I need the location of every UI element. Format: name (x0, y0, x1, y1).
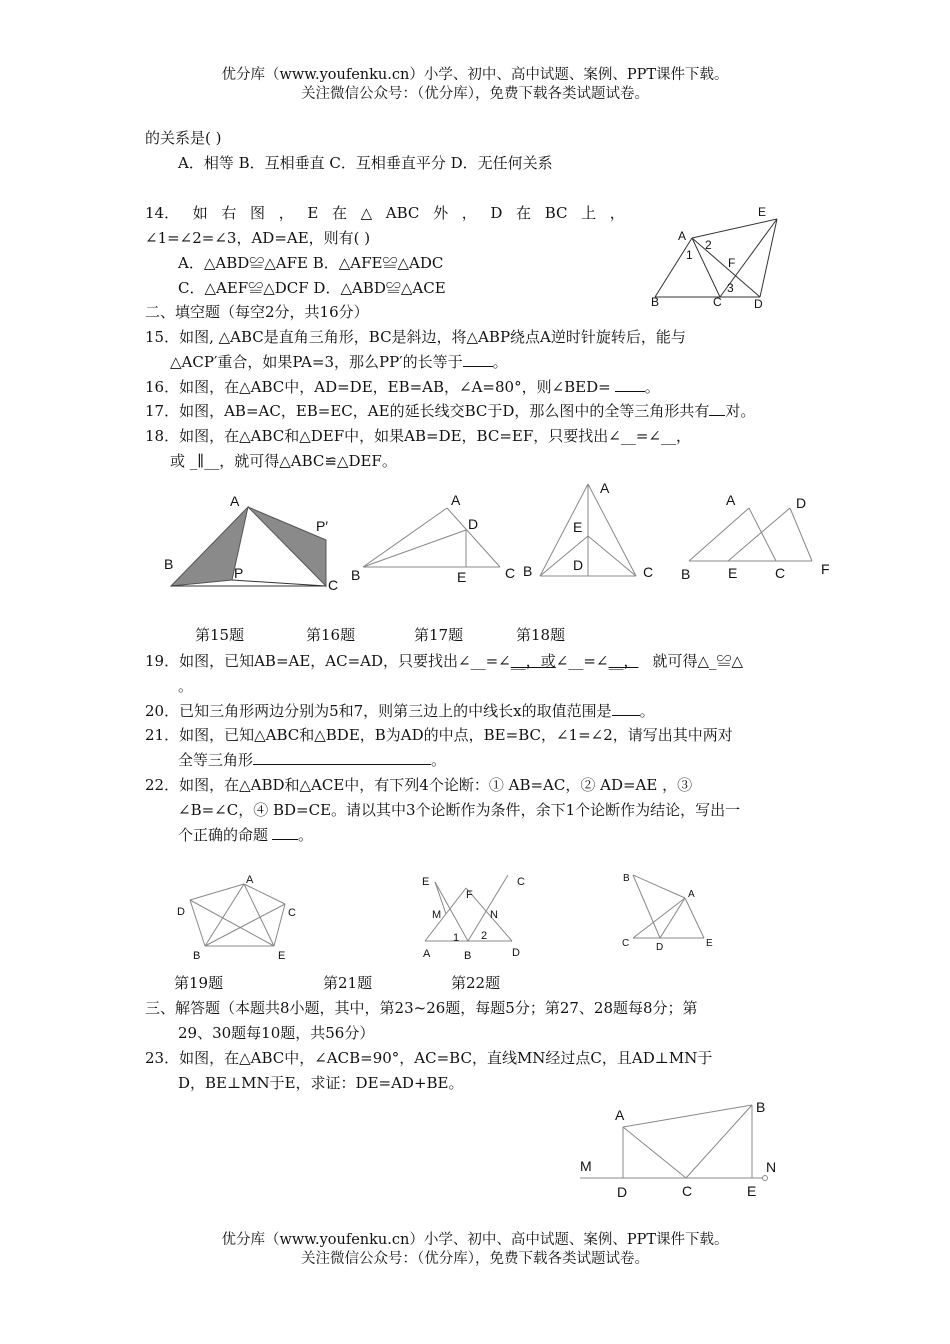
q19-line-2: 。 (178, 677, 194, 695)
fig19-label-a: A (246, 874, 254, 886)
fig16-label-e: E (457, 569, 467, 585)
q17-end: 对。 (725, 402, 756, 420)
q15-line-2 (170, 352, 508, 372)
fig22-label-a: A (688, 889, 695, 900)
q16-end: 。 (644, 378, 660, 396)
q15-line-1: 15．如图, △ABC是直角三角形，BC是斜边，将△ABP绕点A逆时针旋转后，能与 (145, 328, 686, 346)
q14-part: 右 (221, 204, 237, 222)
q21-end: 。 (431, 751, 447, 769)
fig22-label-c: C (622, 938, 630, 949)
fig16-label-d: D (468, 516, 479, 532)
fig15-label-c: C (328, 577, 339, 593)
figure-q15 (160, 490, 350, 595)
q22-line-1: 22．如图，在△ABD和△ACE中，有下列4个论断：① AB=AC，② AD=AE ，③ (145, 776, 693, 794)
q14-label-f: F (728, 256, 736, 270)
caption-q19: 第19题 (174, 974, 224, 992)
fig16-label-a: A (451, 492, 461, 508)
fig23-label-d: D (617, 1184, 628, 1200)
caption-q17: 第17题 (414, 626, 464, 644)
q22-line-2: ∠B=∠C，④ BD=CE。请以其中3个论断作为条件，余下1个论断作为结论，写出一 (178, 801, 741, 819)
fig21-label-b: B (464, 950, 472, 962)
q14-line-2: ∠1=∠2=∠3，AD=AE，则有( ) (145, 229, 371, 247)
q20-answer-blank[interactable] (612, 701, 640, 716)
q17-text: 17．如图，AB=AC，EB=EC，AE的延长线交BC于D，那么图中的全等三角形共有 (145, 402, 710, 420)
q14-part: 在 (331, 204, 347, 222)
fig21-label-f: F (466, 889, 473, 901)
q17-line (145, 401, 755, 421)
fig21-label-d: D (512, 947, 520, 959)
q14-label-d: D (754, 297, 763, 311)
q14-part: 如 (192, 204, 208, 222)
q20-text: 20．已知三角形两边分别为5和7，则第三边上的中线长x的取值范围是 (145, 702, 612, 720)
q22-line-3 (178, 825, 313, 845)
figure-q19 (170, 870, 310, 965)
q20-end: 。 (639, 702, 655, 720)
caption-q15: 第15题 (195, 626, 245, 644)
fig18-label-b: B (681, 566, 691, 582)
fig21-label-c: C (517, 876, 525, 888)
q21-line-2 (178, 750, 446, 770)
q14-part: ， (461, 204, 477, 222)
fig21-label-a: A (423, 948, 431, 960)
fig21-label-e: E (422, 876, 430, 888)
q14-option-ab: A．△ABD≌△AFE B．△AFE≌△ADC (178, 254, 444, 272)
header-line-2: 关注微信公众号：（优分库），免费下载各类试题试卷。 (301, 86, 649, 102)
q21-line-1: 21．如图，已知△ABC和△BDE，B为AD的中点，BE=BC，∠1=∠2，请写出其中两对 (145, 726, 733, 744)
q15-answer-blank[interactable] (463, 352, 493, 367)
fig15-label-p: P (234, 565, 244, 581)
fig17-label-b: B (523, 563, 533, 579)
q20-line (145, 701, 655, 721)
footer-line-1: 优分库（www.youfenku.cn）小学、初中、高中试题、案例、PPT课件下载。 (221, 1232, 729, 1248)
q14-line-1 (145, 203, 625, 223)
q18-line-2: 或 _∥__，就可得△ABC≌△DEF。 (170, 452, 397, 470)
fig23-label-n: N (766, 1159, 777, 1175)
section-3-line-1: 三、解答题（本题共8小题，其中，第23~26题，每题5分；第27、28题每8分；第 (145, 999, 698, 1017)
fig16-label-b: B (351, 567, 361, 583)
fig21-label-2: 2 (481, 930, 488, 942)
q14-part: ， (278, 204, 294, 222)
q14-part: D (490, 204, 503, 222)
fig19-label-e: E (278, 950, 286, 962)
caption-q22: 第22题 (451, 974, 501, 992)
figure-q23 (575, 1095, 785, 1205)
q23-line-1: 23．如图，在△ABC中，∠ACB=90°，AC=BC，直线MN经过点C，且AD⊥MN于 (145, 1049, 713, 1067)
q14-option-cd: C．△AEF≌△DCF D．△ABD≌△ACE (178, 279, 446, 297)
q21-text: 全等三角形 (178, 751, 254, 769)
fig18-label-f: F (821, 561, 830, 577)
q15-end: 。 (492, 353, 508, 371)
q14-label-e: E (758, 205, 767, 219)
q16-text: 16．如图，在△ABC中，AD=DE，EB=AB，∠A=80°，则∠BED= (145, 378, 611, 396)
caption-q21: 第21题 (323, 974, 373, 992)
fig15-label-a: A (230, 493, 240, 509)
figure-q21 (415, 868, 535, 966)
fig17-label-d: D (573, 557, 584, 573)
q14-part: 上 (581, 204, 597, 222)
section-3-line-2: 29、30题每10题，共56分） (178, 1024, 375, 1042)
header-line-1: 优分库（www.youfenku.cn）小学、初中、高中试题、案例、PPT课件下载。 (221, 67, 729, 83)
fig22-label-b: B (623, 873, 630, 884)
fig21-label-1: 1 (453, 932, 460, 944)
q22-text: 个正确的命题 (178, 826, 269, 844)
fig23-label-e: E (747, 1183, 757, 1199)
caption-q16: 第16题 (306, 626, 356, 644)
q23-line-2: D，BE⊥MN于E，求证：DE=AD+BE。 (178, 1074, 464, 1092)
fig19-label-b: B (193, 950, 201, 962)
q22-end: 。 (298, 826, 314, 844)
figure-q22 (615, 865, 720, 955)
q14-part: 外 (433, 204, 449, 222)
fig23-label-m: M (580, 1158, 592, 1174)
figure-q17 (520, 478, 660, 588)
fig18-label-d: D (796, 495, 807, 511)
section-2-title: 二、填空题（每空2分，共16分） (145, 303, 369, 321)
q14-label-a: A (678, 229, 687, 243)
fig23-label-c: C (682, 1183, 693, 1199)
q14-label-3: 3 (727, 281, 734, 295)
q14-part: △ (360, 204, 373, 222)
q15-text: △ACP′重合，如果PA=3，那么PP′的长等于 (170, 353, 463, 371)
q14-figure (640, 200, 790, 315)
q14-label-2: 2 (705, 238, 712, 252)
fig23-label-b: B (756, 1099, 766, 1115)
fig19-label-c: C (288, 907, 296, 919)
fig18-label-a: A (726, 492, 736, 508)
q16-answer-blank[interactable] (615, 377, 645, 392)
fig18-label-e: E (728, 565, 738, 581)
fig22-label-e: E (706, 938, 713, 949)
footer-line-2: 关注微信公众号：（优分库），免费下载各类试题试卷。 (301, 1251, 649, 1267)
q21-answer-blank[interactable] (253, 750, 431, 765)
q14-part: BC (544, 204, 568, 222)
q19-text-c: ∠__=∠ (555, 652, 609, 670)
q16-line (145, 377, 660, 397)
q13-tail: 的关系是( ) (145, 129, 222, 147)
q19-text-a: 19．如图，已知AB=AE，AC=AD，只要找出∠__=∠ (145, 652, 511, 670)
fig23-label-a: A (615, 1107, 625, 1123)
q17-answer-blank[interactable] (709, 401, 725, 416)
fig16-label-c: C (505, 565, 516, 581)
fig17-label-c: C (643, 564, 654, 580)
fig21-label-n: N (490, 909, 498, 921)
q14-label-c: C (713, 295, 722, 309)
fig21-label-m: M (432, 909, 442, 921)
figure-q18 (675, 488, 840, 588)
fig22-label-d: D (656, 942, 664, 953)
fig18-label-c: C (775, 565, 786, 581)
q19-text-d: __， (608, 652, 639, 670)
q14-part: E (307, 204, 319, 222)
q14-part: 在 (516, 204, 532, 222)
q18-line-1: 18．如图，在△ABC和△DEF中，如果AB=DE，BC=EF，只要找出∠__=∠__， (145, 427, 691, 445)
q19-text-b: __，或 (510, 652, 556, 670)
fig17-label-e: E (573, 519, 583, 535)
q14-part: 14． (145, 204, 180, 222)
q19-text-e: 就可得△_≌△ (652, 652, 744, 670)
q19-line-1 (145, 651, 743, 671)
q14-part: ， (609, 204, 625, 222)
caption-q18: 第18题 (516, 626, 566, 644)
q22-answer-blank[interactable] (272, 825, 298, 840)
fig17-label-a: A (600, 480, 610, 496)
q14-label-1: 1 (686, 248, 693, 262)
q14-part: ABC (385, 204, 420, 222)
q14-label-b: B (651, 295, 660, 309)
fig15-label-pp: P′ (316, 518, 328, 534)
q14-part: 图 (250, 204, 266, 222)
q13-options: A．相等 B．互相垂直 C．互相垂直平分 D．无任何关系 (178, 154, 553, 172)
figure-q16 (345, 490, 525, 590)
fig19-label-d: D (177, 906, 185, 918)
fig15-label-b: B (164, 556, 174, 572)
